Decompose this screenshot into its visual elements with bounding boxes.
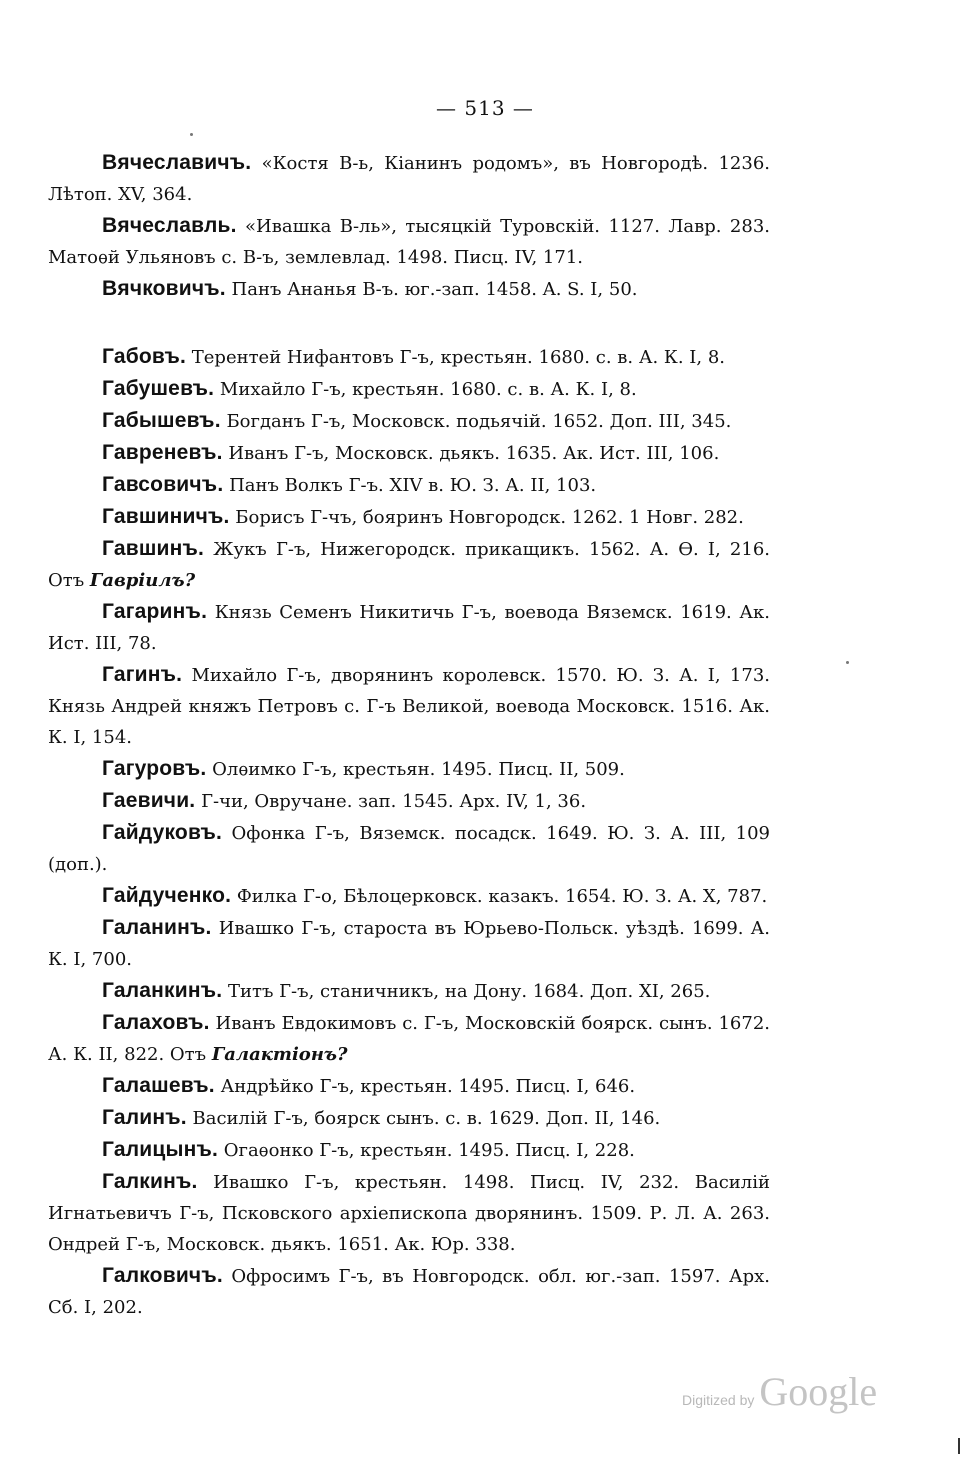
dictionary-entry xyxy=(48,817,770,880)
entry-headword: Габышевъ. xyxy=(102,409,221,432)
page-edge-mark xyxy=(958,1438,960,1454)
entry-headword: Гайдуковъ. xyxy=(102,821,223,844)
dictionary-entry xyxy=(48,373,770,405)
entry-text: «Костя В-ь, Кіанинъ родомъ», въ Новгородѣ. 1236. Лѣтоп. XV, 364. xyxy=(48,153,770,205)
entry-headword: Гагуровъ. xyxy=(102,757,207,780)
entry-text: Титъ Г-ъ, станичникъ, на Дону. 1684. Доп. XI, 265. xyxy=(222,981,711,1002)
entry-headword: Гавшиничъ. xyxy=(102,505,230,528)
entry-text: Терентей Нифантовъ Г-ъ, крестьян. 1680. с. в. А. К. I, 8. xyxy=(186,347,726,368)
entry-text: Жукъ Г-ъ, Нижегородск. прикащикъ. 1562. А. Ѳ. I, 216. Отъ xyxy=(48,539,770,591)
watermark-prefix: Digitized by xyxy=(682,1392,755,1408)
entry-headword: Габушевъ. xyxy=(102,377,215,400)
entry-headword: Галанкинъ. xyxy=(102,979,223,1002)
entry-text: Г-чи, Овручане. зап. 1545. Арх. IV, 1, 36. xyxy=(195,791,587,812)
print-speck xyxy=(846,661,849,664)
entry-text: Богданъ Г-ъ, Московск. подьячій. 1652. Доп. III, 345. xyxy=(220,411,732,432)
google-logo: Google xyxy=(759,1369,878,1414)
dictionary-entries xyxy=(48,147,770,1323)
dictionary-entry xyxy=(48,210,770,273)
entry-headword: Галкинъ. xyxy=(102,1170,198,1193)
dictionary-entry xyxy=(48,975,770,1007)
entry-text: Андрѣйко Г-ъ, крестьян. 1495. Писц. I, 646. xyxy=(214,1076,636,1097)
dictionary-entry xyxy=(48,753,770,785)
dictionary-entry xyxy=(48,437,770,469)
entry-etymology: Галактіонъ? xyxy=(211,1044,348,1065)
entry-text: Филка Г-о, Бѣлоцерковск. казакъ. 1654. Ю. З. А. X, 787. xyxy=(231,886,768,907)
entry-text: Олѳимко Г-ъ, крестьян. 1495. Писц. II, 509. xyxy=(206,759,625,780)
entry-text: Михайло Г-ъ, дворянинъ королевск. 1570. Ю. З. А. I, 173. Князь Андрей княжъ Петровъ с. Г-ъ Великой, воевода Московск. 1516. Ак. К. I, 154. xyxy=(48,665,770,748)
dictionary-entry xyxy=(48,533,770,596)
entry-text: Офросимъ Г-ъ, въ Новгородск. обл. юг.-зап. 1597. Арх. Сб. I, 202. xyxy=(48,1266,770,1318)
page-number: — 513 — xyxy=(436,96,534,120)
entry-headword: Гагинъ. xyxy=(102,663,183,686)
entry-headword: Галицынъ. xyxy=(102,1138,219,1161)
entry-text: Михайло Г-ъ, крестьян. 1680. с. в. А. К. I, 8. xyxy=(214,379,637,400)
entry-headword: Гавсовичъ. xyxy=(102,473,224,496)
entry-text: «Ивашка В-ль», тысяцкій Туровскій. 1127. Лавр. 283. Матоѳй Ульяновъ с. В-ъ, землевлад. 1498. Писц. IV, 171. xyxy=(48,216,770,268)
dictionary-entry xyxy=(48,1007,770,1070)
entry-headword: Гайдученко. xyxy=(102,884,232,907)
dictionary-entry xyxy=(48,596,770,659)
dictionary-entry xyxy=(48,501,770,533)
dictionary-entry xyxy=(48,785,770,817)
entry-text: Иванъ Евдокимовъ с. Г-ъ, Московскій боярск. сынъ. 1672. А. К. II, 822. Отъ xyxy=(48,1013,770,1065)
dictionary-entry xyxy=(48,273,770,305)
dictionary-entry xyxy=(48,341,770,373)
entry-text: Борисъ Г-чъ, бояринъ Новгородск. 1262. 1 Новг. 282. xyxy=(229,507,744,528)
dictionary-entry xyxy=(48,912,770,975)
entry-text: Панъ Ананья В-ъ. юг.-зап. 1458. A. S. I, 50. xyxy=(225,279,638,300)
entry-text: Ивашко Г-ъ, крестьян. 1498. Писц. IV, 232. Василій Игнатьевичъ Г-ъ, Псковского архіепископа дворянинъ. 1509. Р. Л. А. 263. Ондрей Г-ъ, Московск. дьякъ. 1651. Ак. Юр. 338. xyxy=(48,1172,770,1255)
dictionary-entry xyxy=(48,147,770,210)
entry-headword: Галинъ. xyxy=(102,1106,187,1129)
entry-text: Василій Г-ъ, боярск сынъ. с. в. 1629. Доп. II, 146. xyxy=(186,1108,661,1129)
entry-text: Огаѳонко Г-ъ, крестьян. 1495. Писц. I, 228. xyxy=(218,1140,635,1161)
entry-headword: Галашевъ. xyxy=(102,1074,215,1097)
dictionary-entry xyxy=(48,1134,770,1166)
entry-headword: Габовъ. xyxy=(102,345,187,368)
entry-headword: Галанинъ. xyxy=(102,916,212,939)
dictionary-entry xyxy=(48,1102,770,1134)
digitized-watermark xyxy=(682,1368,877,1415)
dictionary-entry xyxy=(48,405,770,437)
dictionary-entry xyxy=(48,1070,770,1102)
entry-headword: Галковичъ. xyxy=(102,1264,223,1287)
dictionary-entry xyxy=(48,880,770,912)
dictionary-entry xyxy=(48,469,770,501)
entry-text: Князь Семенъ Никитичь Г-ъ, воевода Вяземск. 1619. Ак. Ист. III, 78. xyxy=(48,602,770,654)
entry-headword: Гаевичи. xyxy=(102,789,196,812)
entry-text: Панъ Волкъ Г-ъ. XIV в. Ю. З. А. II, 103. xyxy=(223,475,597,496)
entry-headword: Гагаринъ. xyxy=(102,600,208,623)
dictionary-entry xyxy=(48,1260,770,1323)
entry-etymology: Гавріилъ? xyxy=(89,570,196,591)
entry-text: Иванъ Г-ъ, Московск. дьякъ. 1635. Ак. Ист. III, 106. xyxy=(222,443,720,464)
dictionary-entry xyxy=(48,659,770,753)
print-speck xyxy=(190,133,193,136)
letter-section-gap xyxy=(48,305,770,341)
entry-headword: Вячеславль. xyxy=(102,214,237,237)
dictionary-entry xyxy=(48,1166,770,1260)
entry-headword: Вячковичъ. xyxy=(102,277,226,300)
entry-headword: Гавреневъ. xyxy=(102,441,223,464)
entry-headword: Галаховъ. xyxy=(102,1011,210,1034)
entry-headword: Гавшинъ. xyxy=(102,537,205,560)
entry-text: Ивашко Г-ъ, староста въ Юрьево-Польск. уѣздѣ. 1699. А. К. I, 700. xyxy=(48,918,770,970)
entry-headword: Вячеславичъ. xyxy=(102,151,252,174)
entry-text: Офонка Г-ъ, Вяземск. посадск. 1649. Ю. З. А. III, 109 (доп.). xyxy=(48,823,770,875)
